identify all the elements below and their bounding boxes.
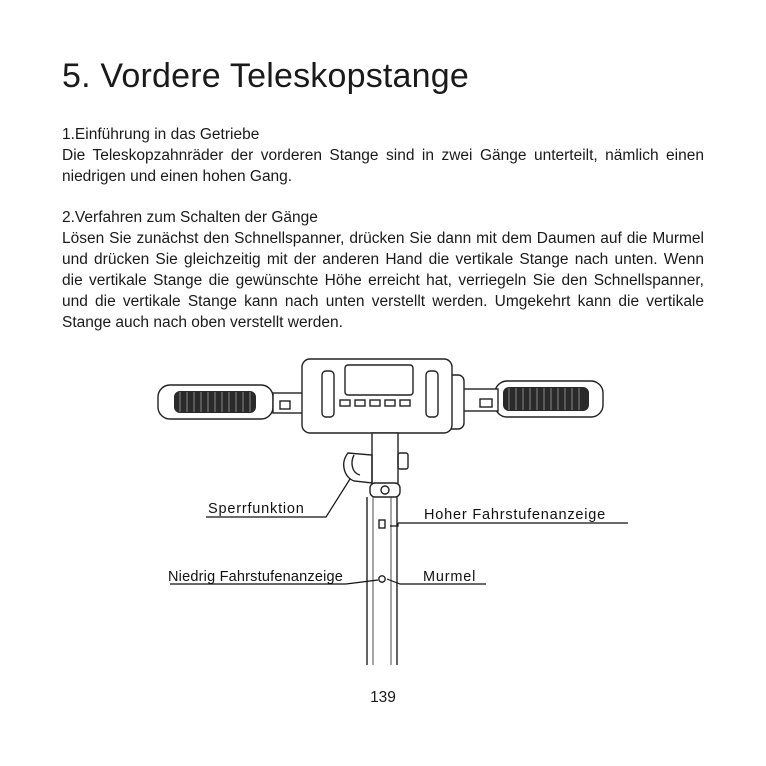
page-number: 139 <box>370 689 396 706</box>
section-body: Lösen Sie zunächst den Schnellspanner, drücken Sie dann mit dem Daumen auf die Murmel und drücken Sie gleichzeitig mit der anderen Hand die vertikale Stange nach unten. Wenn die vertikale Stange die gewünschte Höhe erreicht hat, verriegeln Sie den Schnellspanner, und die vertikale Stange kann nach unten verstellt werden. Umgekehrt kann die vertikale Stange auch nach oben verstellt werden. <box>62 230 704 331</box>
high-gear-indicator <box>379 520 385 528</box>
section-gear-introduction <box>62 124 704 187</box>
label-high-gear-indicator: Hoher Fahrstufenanzeige <box>424 507 607 523</box>
left-grip <box>158 385 313 419</box>
label-lock-function: Sperrfunktion <box>208 501 305 517</box>
marble <box>379 576 385 582</box>
right-grip <box>458 381 603 417</box>
label-marble: Murmel <box>423 569 477 585</box>
section-heading: 2.Verfahren zum Schalten der Gänge <box>62 209 318 226</box>
section-heading: 1.Einführung in das Getriebe <box>62 126 260 143</box>
telescopic-pole-illustration <box>140 355 640 670</box>
clamp-assembly <box>344 433 408 497</box>
section-body: Die Teleskopzahnräder der vorderen Stange sind in zwei Gänge unterteilt, nämlich einen niedrigen und einen hohen Gang. <box>62 147 704 185</box>
page-title: 5. Vordere Teleskopstange <box>62 57 469 95</box>
section-gear-shifting <box>62 207 704 333</box>
display-console <box>302 359 464 433</box>
label-low-gear-indicator: Niedrig Fahrstufenanzeige <box>168 569 344 585</box>
